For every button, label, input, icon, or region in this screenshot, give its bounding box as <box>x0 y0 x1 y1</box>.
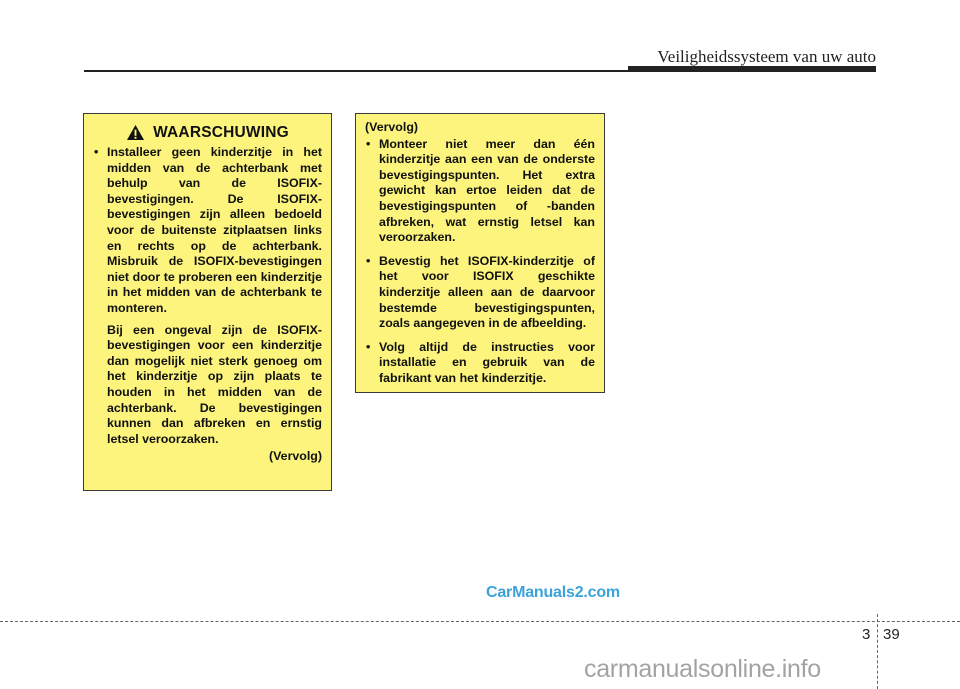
watermark-text: CarManuals2.com <box>486 584 620 601</box>
warning-heading <box>93 124 322 141</box>
footer-divider <box>877 614 878 689</box>
warning-triangle-icon <box>126 124 145 141</box>
continued-bullet: • Monteer niet meer dan één kinderzitje aan een van de onderste bevestigingspunten. Het extra gewicht kan ertoe leiden dat de bevestigingspunten of -banden afbreken, wat ernstig letsel kan veroorzaken. <box>365 137 595 246</box>
warning-paragraph: Bij een ongeval zijn de ISOFIX-bevestigingen voor een kinderzitje dan mogelijk niet sterk genoeg om het kinderzitje op zijn plaats te houden in het midden van de achterbank. De bevestigingen kunnen dan afbreken en ernstig letsel veroorzaken. <box>107 322 322 446</box>
continued-bullet-list <box>365 137 595 387</box>
site-watermark: carmanualsonline.info <box>584 655 821 683</box>
page-number: 39 <box>883 626 900 643</box>
warning-bullet-list <box>93 145 322 317</box>
warning-bullet: • Installeer geen kinderzitje in het midden van de achterbank met behulp van de ISOFIX-bevestigingen. De ISOFIX-bevestigingen zijn alleen bedoeld voor de buitenste zitplaatsen links en rechts op de achterbank. Misbruik de ISOFIX-bevestigingen niet door te proberen een kinderzitje in het midden van de achterbank te monteren. <box>93 145 322 317</box>
continued-bullet: • Bevestig het ISOFIX-kinderzitje of het voor ISOFIX geschikte kinderzitje alleen aan de daarvoor bestemde bevestigingspunten, zoals aangegeven in de afbeelding. <box>365 254 595 332</box>
warning-box <box>83 113 332 491</box>
continued-bullet: • Volg altijd de instructies voor installatie en gebruik van de fabrikant van het kinderzitje. <box>365 340 595 387</box>
continued-label: (Vervolg) <box>268 449 322 464</box>
continued-box <box>355 113 605 393</box>
continued-label: (Vervolg) <box>365 120 419 134</box>
page-header-title: Veiligheidssysteem van uw auto <box>657 47 876 66</box>
footer-rule <box>0 621 960 622</box>
header-rule-accent <box>628 66 876 71</box>
chapter-number: 3 <box>862 626 871 643</box>
warning-heading-text: WAARSCHUWING <box>153 123 289 141</box>
